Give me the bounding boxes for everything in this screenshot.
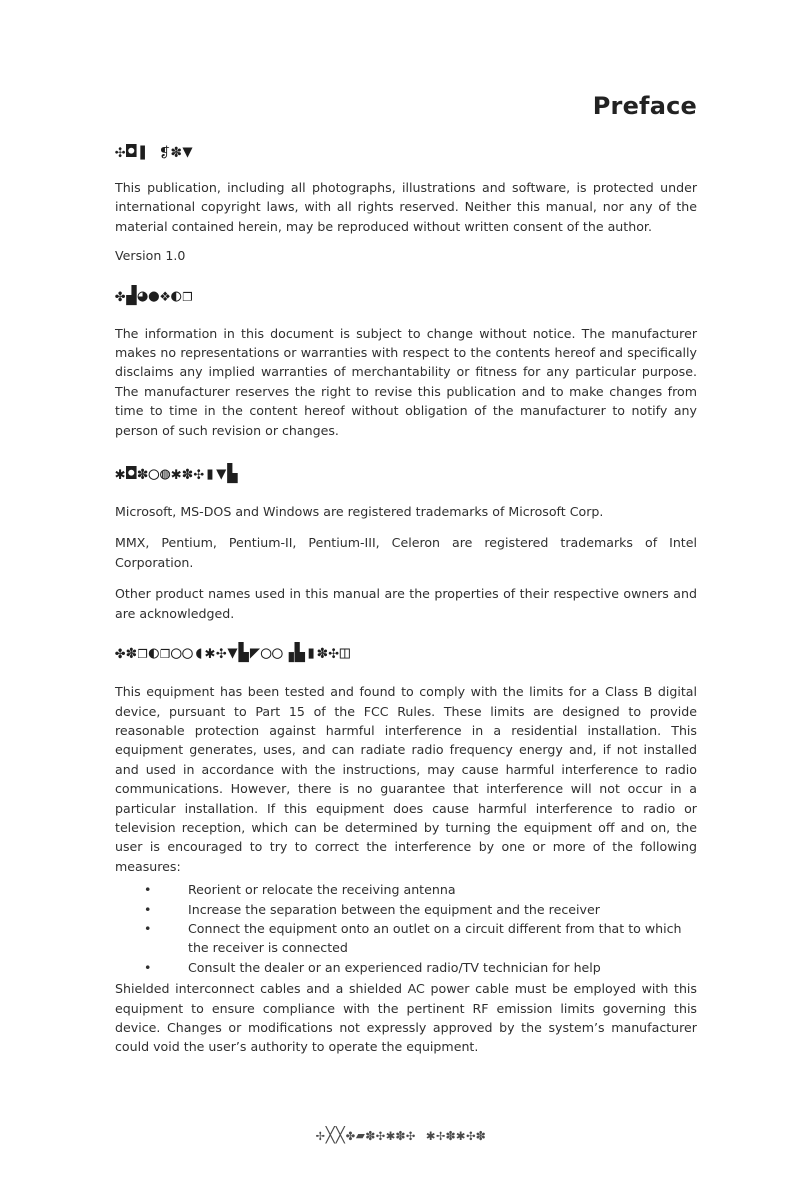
list-item xyxy=(115,919,697,958)
page-content xyxy=(115,140,697,1057)
bullet-icon: • xyxy=(144,920,152,936)
page-title: Preface xyxy=(592,92,697,120)
measure-text: Increase the separation between the equipment and the receiver xyxy=(188,901,600,917)
fcc-heading: ✤✽❐◐❐◯◯◖✱✣▼▙◤◯◯▗▙▮✽✣◫ xyxy=(115,643,351,664)
fcc-paragraph: This equipment has been tested and found to comply with the limits for a Class B digital device, pursuant to Part 15 of the FCC Rules. These limits are designed to provide reasonable protection against harmful interference in a residential installation. This equipment generates, uses, and can radiate radio frequency energy and, if not installed and used in accordance with the instructions, may cause harmful interference to radio communications. However, there is no guarantee that interference will not occur in a particular installation. If this equipment does cause harmful interference to radio or television reception, which can be determined by turning the equipment off and on, the user is encouraged to try to correct the interference by one or more of the following measures: xyxy=(115,684,697,874)
bullet-icon: • xyxy=(144,959,152,975)
disclaimer-paragraph: The information in this document is subject to change without notice. The manufacturer makes no representations or warranties with respect to the contents hereof and specifically disclaims any implied warranties of merchantability or fitness for any particular purpose. The manufacturer reserves the right to revise this publication and to make changes from time to time in the content hereof without obligation of the manufacturer to notify any person of such revision or changes. xyxy=(115,325,697,438)
measure-text: Connect the equipment onto an outlet on a circuit different from that to which the receiver is connected xyxy=(188,920,682,956)
measures-list xyxy=(115,880,697,977)
list-item xyxy=(115,958,697,977)
list-item xyxy=(115,900,697,919)
fcc-closing-paragraph: Shielded interconnect cables and a shielded AC power cable must be employed with this equipment to ensure compliance with the pertinent RF emission limits governing this device. Changes or modifications not expressly approved by the system’s manufacturer could void the user’s authority to operate the equipment. xyxy=(115,981,697,1055)
bullet-icon: • xyxy=(144,882,152,898)
trademarks-paragraph-others: Other product names used in this manual are the properties of their respective owners and are acknowledged. xyxy=(115,586,697,621)
version-text: Version 1.0 xyxy=(115,248,186,264)
trademarks-paragraph-intel: MMX, Pentium, Pentium-II, Pentium-III, Celeron are registered trademarks of Intel Corporation. xyxy=(115,535,697,570)
copyright-heading: ✣◘❚ ❡✽▼ xyxy=(115,142,194,162)
list-item xyxy=(115,880,697,899)
trademarks-paragraph-microsoft: Microsoft, MS-DOS and Windows are registered trademarks of Microsoft Corp. xyxy=(115,504,604,520)
disclaimer-heading: ✤▟◕●❖◐❐ xyxy=(115,285,194,306)
copyright-paragraph: This publication, including all photographs, illustrations and software, is protected under international copyright laws, with all rights reserved. Neither this manual, nor any of the material contained herein, may be reproduced without written consent of the author. xyxy=(115,180,697,234)
measure-text: Reorient or relocate the receiving antenna xyxy=(188,882,456,898)
measure-text: Consult the dealer or an experienced radio/TV technician for help xyxy=(188,959,601,975)
bullet-icon: • xyxy=(144,901,152,917)
trademarks-heading: ✱◘✽◯◍✱✽✣▮▼▙ xyxy=(115,464,239,485)
page-footer: ✢╳╳✤▰✽✣✱✽✣ ✱✢✽✱✣✽ xyxy=(315,1126,487,1144)
